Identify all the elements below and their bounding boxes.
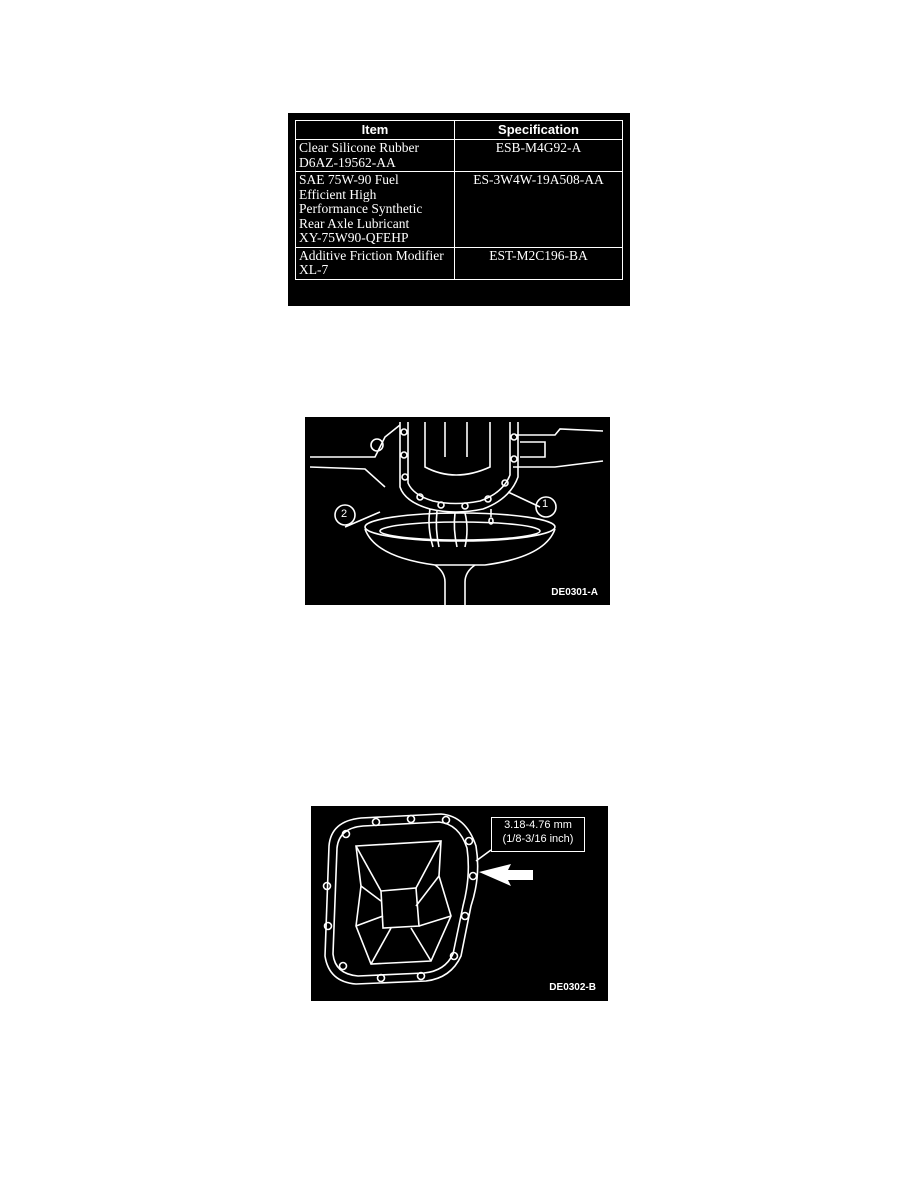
cover-sealant-illustration [311,806,608,1001]
figure-code: DE0302-B [549,982,596,993]
column-header-item: Item [296,121,455,140]
column-header-specification: Specification [455,121,623,140]
specification-cell: ES-3W4W-19A508-AA [455,172,623,248]
callout-1-label: 1 [541,498,549,510]
item-cell: Clear Silicone Rubber D6AZ-19562-AA [296,140,455,172]
table-header-row [296,121,623,140]
drain-lubricant-illustration [305,417,610,605]
table-row [296,172,623,248]
table-row [296,140,623,172]
specification-table-figure [288,113,630,306]
sealant-dimension-callout [491,817,585,852]
table-row [296,247,623,279]
specification-cell: EST-M2C196-BA [455,247,623,279]
specification-table [295,120,623,280]
item-cell: SAE 75W-90 Fuel Efficient High Performance Synthetic Rear Axle Lubricant XY-75W90-QFEHP [296,172,455,248]
callout-2-label: 2 [340,508,348,520]
item-cell: Additive Friction Modifier XL-7 [296,247,455,279]
dimension-metric: 3.18-4.76 mm [504,819,572,831]
specification-cell: ESB-M4G92-A [455,140,623,172]
figure-code: DE0301-A [551,587,598,598]
dimension-imperial: (1/8-3/16 inch) [502,833,574,845]
